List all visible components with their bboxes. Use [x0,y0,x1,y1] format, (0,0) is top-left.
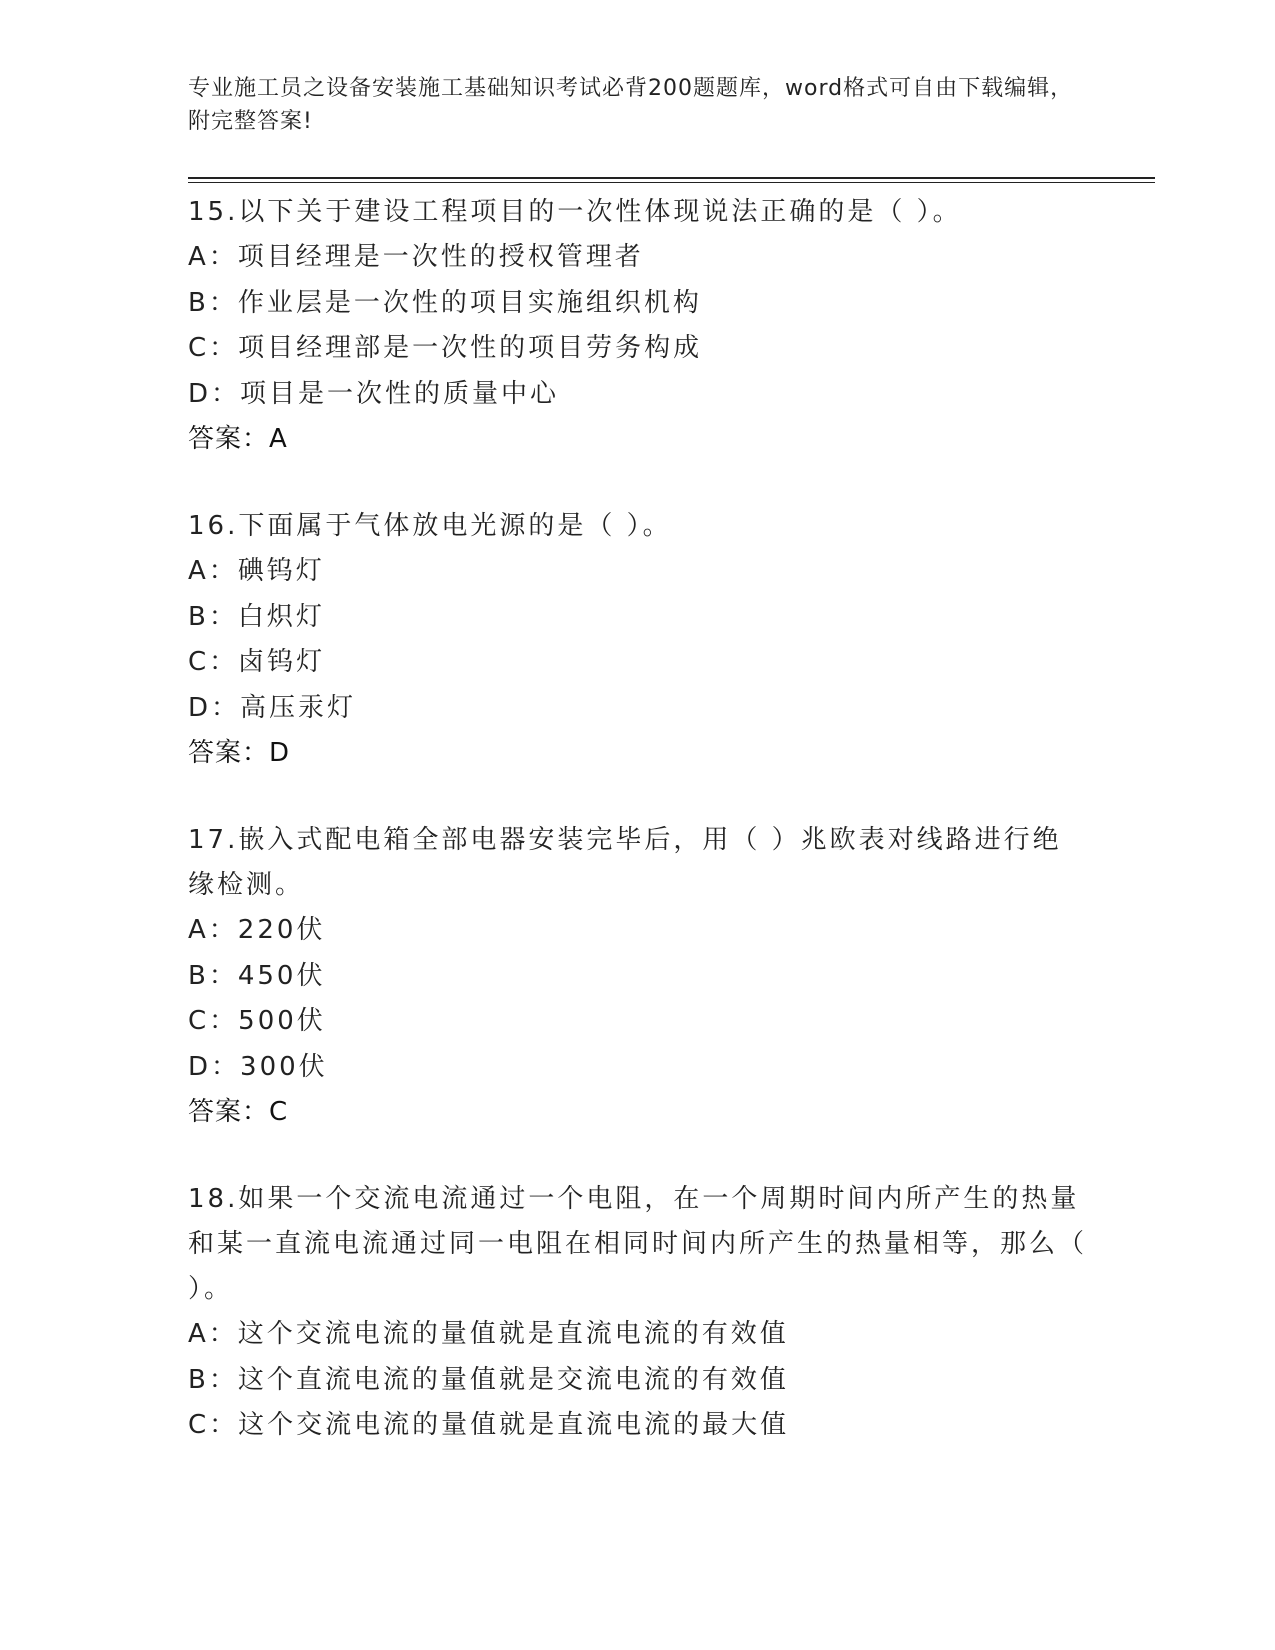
option-d: D：高压汞灯 [188,692,357,723]
option-b: B：这个直流电流的量值就是交流电流的有效值 [188,1364,789,1395]
option-c: C：项目经理部是一次性的项目劳务构成 [188,333,703,363]
answer-line: 答案：D [188,738,291,768]
question-stem: 18.如果一个交流电流通过一个电阻，在一个周期时间内所产生的热量和某一直流电流通过同一电阻在相同时间内所产生的热量相等，那么（ ）。 [188,1184,1088,1304]
option-a: A：碘钨灯 [188,556,325,586]
option-c: C：500伏 [188,1006,326,1036]
option-a: A：220伏 [188,915,326,945]
answer-line: 答案：A [188,424,288,454]
question-17 [188,818,1088,1135]
question-list [188,190,1088,1491]
option-c: C：卤钨灯 [188,647,326,677]
option-a: A：这个交流电流的量值就是直流电流的有效值 [188,1319,789,1349]
question-15 [188,190,1088,462]
option-b: B：白炽灯 [188,601,325,632]
option-list [188,1312,1088,1449]
question-stem: 16.下面属于气体放电光源的是（ ）。 [188,511,672,541]
option-list [188,549,1088,731]
option-list [188,908,1088,1090]
document-header: 专业施工员之设备安装施工基础知识考试必背200题题库，word格式可自由下载编辑，附完整答案! [188,76,1074,134]
option-c: C：这个交流电流的量值就是直流电流的最大值 [188,1410,790,1440]
option-b: B：450伏 [188,960,326,991]
question-stem: 15.以下关于建设工程项目的一次性体现说法正确的是（ ）。 [188,197,962,227]
option-d: D：300伏 [188,1051,328,1082]
question-18 [188,1177,1088,1449]
header-rule-thick [188,177,1155,179]
answer-line: 答案：C [188,1097,289,1127]
question-16 [188,504,1088,776]
option-b: B：作业层是一次性的项目实施组织机构 [188,287,702,318]
header-rule-thin [188,182,1155,183]
option-d: D：项目是一次性的质量中心 [188,378,560,409]
option-list [188,235,1088,417]
question-stem: 17.嵌入式配电箱全部电器安装完毕后，用（ ）兆欧表对线路进行绝缘检测。 [188,825,1062,900]
option-a: A：项目经理是一次性的授权管理者 [188,242,644,272]
